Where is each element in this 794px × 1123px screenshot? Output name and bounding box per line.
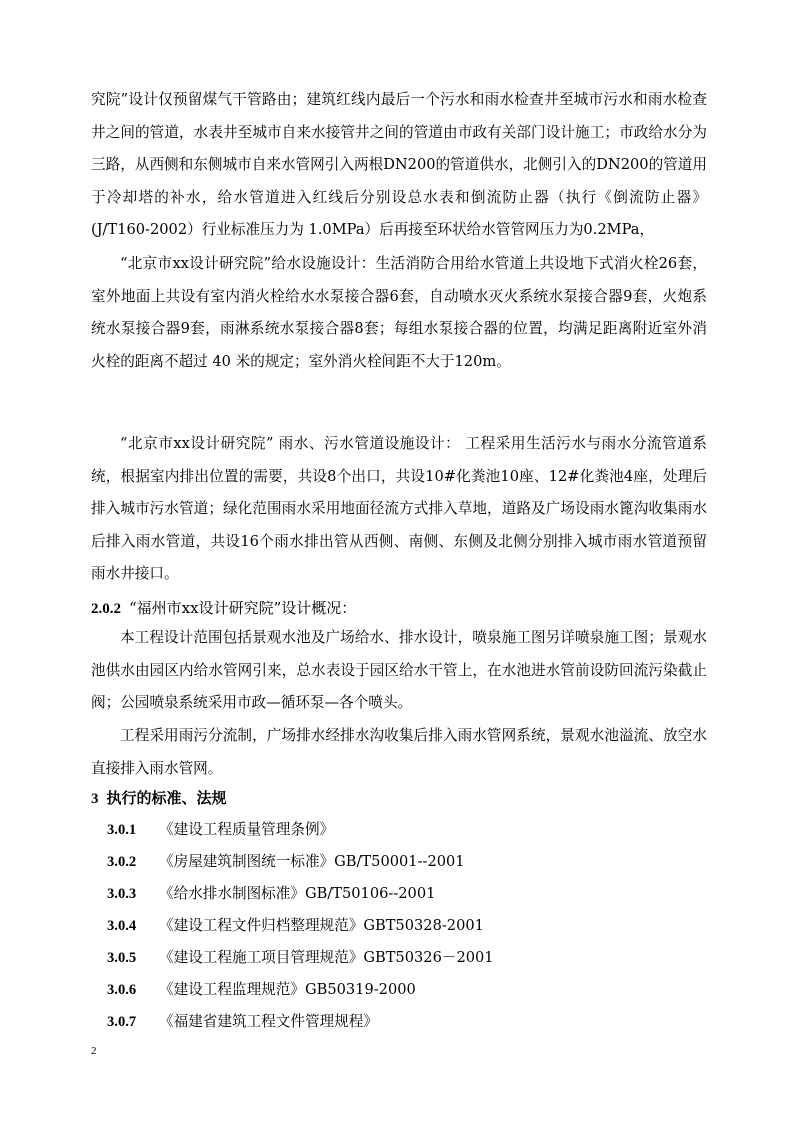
standard-number: 3.0.3 <box>107 886 137 902</box>
paragraph-rain-sewage-separation: 工程采用雨污分流制，广场排水经排水沟收集后排入雨水管网系统，景观水池溢流、放空水直接排入雨水管网。 <box>91 727 707 777</box>
paragraph-design-scope: 本工程设计范围包括景观水池及广场给水、排水设计，喷泉施工图另详喷泉施工图；景观水池供水由园区内给水管网引来，总水表设于园区给水干管上，在水池进水管前设防回流污染截止阀；公园喷泉系统采用市政—循环泵—各个喷头。 <box>91 629 707 712</box>
page-number: 2 <box>91 1045 97 1057</box>
standard-item <box>107 818 334 842</box>
standard-item <box>107 882 435 906</box>
paragraph-drainage-facilities: “北京市xx设计研究院” 雨水、污水管道设施设计： 工程采用生活污水与雨水分流管道系统，根据室内排出位置的需要，共设8个出口，共设10#化粪池10座、12#化粪池4座，处理后排入城市污水管道；绿化范围雨水采用地面径流方式排入草地，道路及广场设雨水篦沟收集雨水后排入雨水管道，共设16个雨水排出管从西侧、南侧、东侧及北侧分别排入城市雨水管道预留雨水井接口。 <box>91 435 707 583</box>
section-title: 执行的标准、法规 <box>106 789 227 807</box>
standard-title: 《建设工程质量管理条例》 <box>159 821 335 838</box>
standard-number: 3.0.5 <box>107 950 137 966</box>
standard-number: 3.0.4 <box>107 918 137 934</box>
standard-number: 3.0.1 <box>107 822 137 838</box>
section-heading-3 <box>91 786 227 811</box>
standard-title: 《房屋建筑制图统一标准》GB/T50001--2001 <box>159 853 465 870</box>
standard-item <box>107 914 484 938</box>
standard-number: 3.0.6 <box>107 982 137 998</box>
standard-number: 3.0.7 <box>107 1014 137 1030</box>
paragraph-continuation: 究院”设计仅预留煤气干管路由；建筑红线内最后一个污水和雨水检查井至城市污水和雨水检查井之间的管道，水表井至城市自来水接管井之间的管道由市政有关部门设计施工；市政给水分为三路，从西侧和东侧城市自来水管网引入两根DN200的管道供水，北侧引入的DN200的管道用于冷却塔的补水，给水管道进入红线后分别设总水表和倒流防止器（执行《倒流防止器》(J/T160-2002）行业标准压力为 1.0MPa）后再接至环状给水管管网压力为0.2MPa， <box>91 91 707 239</box>
paragraph-water-supply-facilities: “北京市xx设计研究院”给水设施设计：生活消防合用给水管道上共设地下式消火栓26套，室外地面上共设有室内消火栓给水水泵接合器6套，自动喷水灭火系统水泵接合器9套，火炮系统水泵接合器9套，雨淋系统水泵接合器8套；每组水泵接合器的位置，均满足距离附近室外消火栓的距离不超过 40 米的规定；室外消火栓间距不大于120m。 <box>91 255 707 370</box>
standard-item <box>107 978 416 1002</box>
standard-item <box>107 946 494 970</box>
standard-item <box>107 850 465 874</box>
standard-title: 《福建省建筑工程文件管理规程》 <box>159 1013 378 1030</box>
section-number: 3 <box>91 791 99 807</box>
standard-number: 3.0.2 <box>107 854 137 870</box>
standard-title: 《建设工程监理规范》GB50319-2000 <box>159 981 416 998</box>
standard-item <box>107 1010 378 1034</box>
standard-title: 《给水排水制图标准》GB/T50106--2001 <box>159 885 436 902</box>
section-number: 2.0.2 <box>91 601 121 617</box>
standard-title: 《建设工程文件归档整理规范》GBT50328-2001 <box>159 917 484 934</box>
section-heading-2-0-2 <box>91 596 356 621</box>
standard-title: 《建设工程施工项目管理规范》GBT50326－2001 <box>159 949 494 966</box>
section-title: “福州市xx设计研究院”设计概况： <box>129 599 357 617</box>
